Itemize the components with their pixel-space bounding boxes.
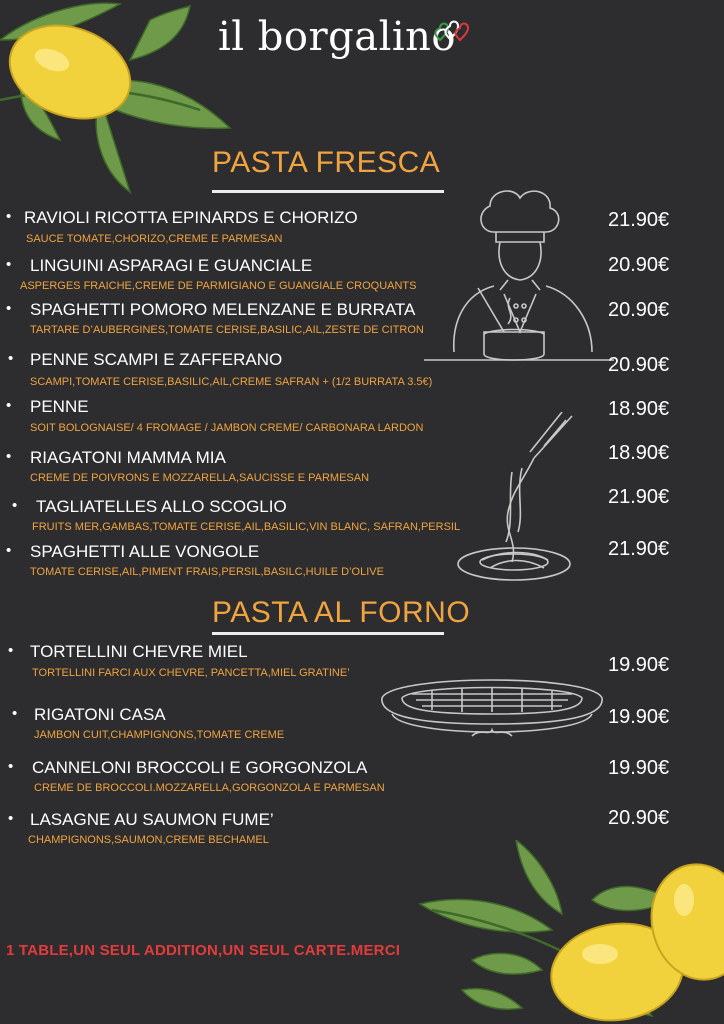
item-name: RIAGATONI MAMMA MIA bbox=[30, 448, 226, 467]
item-description: CREME DE BROCCOLI.MOZZARELLA,GORGONZOLA E PARMESAN bbox=[34, 782, 385, 794]
item-name: CANNELONI BROCCOLI E GORGONZOLA bbox=[32, 758, 368, 777]
chef-icon bbox=[424, 182, 614, 368]
item-name: PENNE SCAMPI E ZAFFERANO bbox=[30, 350, 283, 369]
item-description: TARTARE D’AUBERGINES,TOMATE CERISE,BASILIC,AIL,ZESTE DE CITRON bbox=[30, 324, 424, 336]
item-price: 20.90€ bbox=[608, 299, 670, 321]
italian-flag-heart-icon bbox=[434, 20, 470, 46]
item-price: 21.90€ bbox=[608, 538, 670, 560]
item-description: CREME DE POIVRONS E MOZZARELLA,SAUCISSE E PARMESAN bbox=[30, 472, 370, 484]
bullet-icon: • bbox=[6, 448, 12, 465]
item-price: 21.90€ bbox=[608, 209, 670, 231]
item-name: SPAGHETTI ALLE VONGOLE bbox=[30, 542, 260, 561]
bullet-icon: • bbox=[8, 350, 14, 367]
bullet-icon: • bbox=[8, 810, 14, 827]
item-name: RAVIOLI RICOTTA EPINARDS E CHORIZO bbox=[24, 208, 358, 227]
item-description: SCAMPI,TOMATE CERISE,BASILIC,AIL,CREME SAFRAN + (1/2 BURRATA 3.5€) bbox=[30, 376, 433, 388]
bullet-icon: • bbox=[6, 542, 12, 559]
bullet-icon: • bbox=[6, 256, 12, 273]
item-description: TOMATE CERISE,AIL,PIMENT FRAIS,PERSIL,BASILC,HUILE D’OLIVE bbox=[30, 566, 384, 578]
item-name: TAGLIATELLES ALLO SCOGLIO bbox=[36, 497, 287, 516]
item-name: SPAGHETTI POMORO MELENZANE E BURRATA bbox=[30, 300, 416, 319]
section-title-pasta-fresca: PASTA FRESCA bbox=[212, 146, 441, 179]
bullet-icon: • bbox=[6, 208, 12, 225]
bullet-icon: • bbox=[6, 300, 12, 317]
brand-name: il borgalino bbox=[218, 14, 456, 60]
item-price: 19.90€ bbox=[608, 706, 670, 728]
restaurant-logo bbox=[218, 14, 456, 60]
item-price: 19.90€ bbox=[608, 757, 670, 779]
item-price: 18.90€ bbox=[608, 398, 670, 420]
baking-dish-icon bbox=[372, 654, 612, 750]
item-price: 18.90€ bbox=[608, 442, 670, 464]
item-description: CHAMPIGNONS,SAUMON,CREME BECHAMEL bbox=[28, 834, 269, 846]
item-name: RIGATONI CASA bbox=[34, 705, 166, 724]
item-price: 19.90€ bbox=[608, 654, 670, 676]
section-divider bbox=[212, 632, 444, 635]
bullet-icon: • bbox=[8, 642, 14, 659]
item-description: FRUITS MER,GAMBAS,TOMATE CERISE,AIL,BASILIC,VIN BLANC, SAFRAN,PERSIL bbox=[32, 521, 461, 533]
bullet-icon: • bbox=[12, 497, 18, 514]
item-description: SOIT BOLOGNAISE/ 4 FROMAGE / JAMBON CREME/ CARBONARA LARDON bbox=[30, 422, 424, 434]
item-description: JAMBON CUIT,CHAMPIGNONS,TOMATE CREME bbox=[34, 729, 285, 741]
item-name: LASAGNE AU SAUMON FUME’ bbox=[30, 810, 274, 829]
item-price: 20.90€ bbox=[608, 254, 670, 276]
lemon-branch-bottom-right-icon bbox=[412, 840, 724, 1024]
section-divider bbox=[212, 190, 444, 193]
item-name: TORTELLINI CHEVRE MIEL bbox=[30, 642, 248, 661]
bullet-icon: • bbox=[12, 705, 18, 722]
item-name: LINGUINI ASPARAGI E GUANCIALE bbox=[30, 256, 313, 275]
spaghetti-fork-icon bbox=[452, 412, 582, 588]
section-title-pasta-al-forno: PASTA AL FORNO bbox=[212, 596, 471, 629]
lemon-branch-top-left-icon bbox=[0, 0, 240, 200]
item-price: 21.90€ bbox=[608, 486, 670, 508]
item-description: SAUCE TOMATE,CHORIZO,CREME E PARMESAN bbox=[26, 233, 283, 245]
item-description: ASPERGES FRAICHE,CREME DE PARMIGIANO E GUANGIALE CROQUANTS bbox=[20, 280, 417, 292]
footer-note: 1 TABLE,UN SEUL ADDITION,UN SEUL CARTE.MERCI bbox=[6, 942, 401, 959]
bullet-icon: • bbox=[6, 397, 12, 414]
bullet-icon: • bbox=[8, 758, 14, 775]
item-name: PENNE bbox=[30, 397, 89, 416]
item-price: 20.90€ bbox=[608, 807, 670, 829]
item-description: TORTELLINI FARCI AUX CHEVRE, PANCETTA,MIEL GRATINE’ bbox=[32, 667, 350, 679]
item-price: 20.90€ bbox=[608, 354, 670, 376]
